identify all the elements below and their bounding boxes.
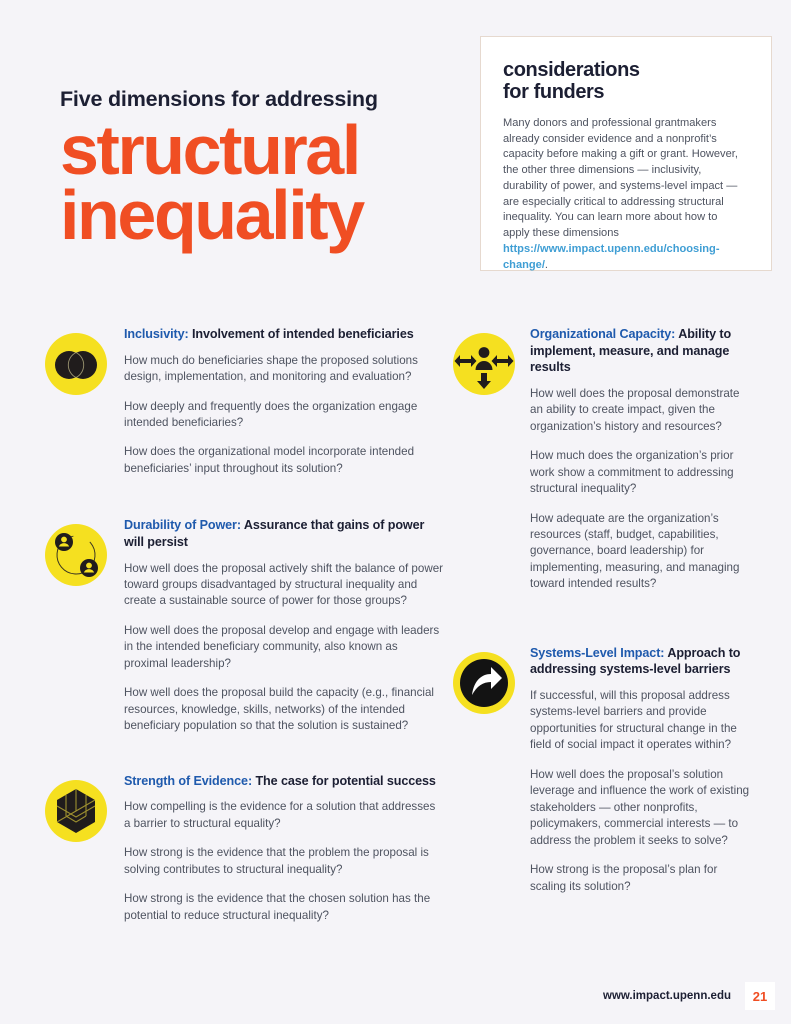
considerations-title-line-2: for funders	[503, 81, 605, 104]
considerations-title-line-1: considerations	[503, 59, 640, 81]
dimension-heading	[530, 326, 752, 376]
venn-circles-icon	[44, 332, 108, 396]
person-arrows-icon	[452, 332, 516, 396]
dimension-question: How strong is the proposal’s plan for scaling its solution?	[530, 863, 718, 893]
dimension-label: Systems-Level Impact:	[530, 645, 665, 660]
dimension-heading	[124, 326, 444, 343]
dimension-question: How well does the proposal demonstrate an ability to create impact, given the organization’s history and resources?	[530, 386, 740, 433]
dimension-heading	[124, 773, 444, 790]
curved-arrow-icon	[452, 651, 516, 715]
dimension-label: Durability of Power:	[124, 518, 241, 533]
page-title	[60, 87, 460, 254]
dimension-question: How does the organizational model incorporate intended beneficiaries’ input throughout its solution?	[124, 445, 415, 475]
dimension-durability-of-power	[44, 517, 444, 734]
considerations-body-text: Many donors and professional grantmakers already consider evidence and a nonprofit’s capacity before making a gift or grant. However, the other three dimensions — inclusivity, durability of power, and systems-level impact — are especially critical to addressing structural inequality. You can learn more about how to apply these dimensions	[503, 116, 738, 240]
footer-url[interactable]: www.impact.upenn.edu	[603, 990, 731, 1002]
considerations-for-funders-box	[480, 36, 772, 271]
dimension-heading	[530, 645, 752, 678]
dimension-organizational-capacity	[452, 326, 752, 593]
dimension-inclusivity	[44, 326, 444, 477]
dimension-heading-rest: Ability to implement, measure, and manage results	[530, 327, 732, 375]
dimension-question: How well does the proposal’s solution leverage and influence the work of existing stakeholders — other nonprofits, policymakers, commercial interests — to address the problem it seeks to solve?	[530, 767, 750, 847]
dimension-label: Organizational Capacity:	[530, 327, 676, 341]
considerations-body	[503, 116, 747, 274]
people-cycle-icon	[44, 523, 108, 587]
dimensions-column-right	[452, 326, 752, 923]
page-number-badge: 21	[745, 982, 775, 1010]
dimension-heading-rest: The case for potential success	[252, 773, 436, 788]
title-main	[60, 110, 460, 254]
dimension-question: How strong is the evidence that the problem the proposal is solving contributes to structural inequality?	[124, 846, 429, 876]
dimension-label: Inclusivity:	[124, 327, 189, 341]
title-kicker: Five dimensions for addressing	[60, 87, 378, 111]
dimension-question: How well does the proposal build the capacity (e.g., financial resources, knowledge, skills, networks) of the intended beneficiary population so that the solution is sustained?	[124, 686, 434, 733]
dimension-strength-of-evidence	[44, 773, 444, 924]
dimension-question: How strong is the evidence that the chosen solution has the potential to reduce structural inequality?	[124, 892, 431, 922]
dimension-label: Strength of Evidence:	[124, 773, 253, 788]
title-line-2: inequality	[60, 175, 363, 254]
dimension-systems-level-impact	[452, 645, 752, 895]
dimension-heading-rest: Approach to addressing systems-level barriers	[530, 645, 741, 677]
considerations-body-tail: .	[544, 258, 549, 271]
dimension-question: How adequate are the organization’s resources (staff, budget, capabilities, governance, board leadership) for implementing, measuring, and managing toward intended results?	[530, 511, 740, 591]
page-footer	[603, 982, 775, 1010]
dimension-question: If successful, will this proposal address systems-level barriers and provide opportunities for structural change in the field of social impact it operates within?	[530, 689, 737, 752]
dimension-question: How well does the proposal actively shift the balance of power toward groups disadvantaged by structural inequality and create a sustainable source of power for those groups?	[124, 561, 444, 608]
dimension-heading-rest: Involvement of intended beneficiaries	[188, 327, 414, 341]
dimensions-column-left	[44, 326, 444, 952]
dimension-heading	[124, 517, 444, 550]
cube-hexagon-icon	[44, 779, 108, 843]
dimension-question: How deeply and frequently does the organization engage intended beneficiaries?	[124, 399, 418, 429]
dimension-question: How well does the proposal develop and engage with leaders in the intended beneficiary community, also known as proximal leadership?	[124, 623, 440, 670]
dimension-heading-rest: Assurance that gains of power will persist	[124, 518, 425, 549]
dimension-question: How much do beneficiaries shape the proposed solutions design, implementation, and monitoring and evaluation?	[124, 353, 418, 384]
considerations-title	[503, 59, 747, 104]
dimension-question: How much does the organization’s prior work show a commitment to addressing structural inequality?	[530, 449, 734, 496]
title-line-1: structural	[60, 110, 359, 189]
dimension-question: How compelling is the evidence for a solution that addresses a barrier to structural equality?	[124, 800, 436, 830]
choosing-change-link[interactable]: https://www.impact.upenn.edu/choosing-change/	[503, 242, 720, 271]
